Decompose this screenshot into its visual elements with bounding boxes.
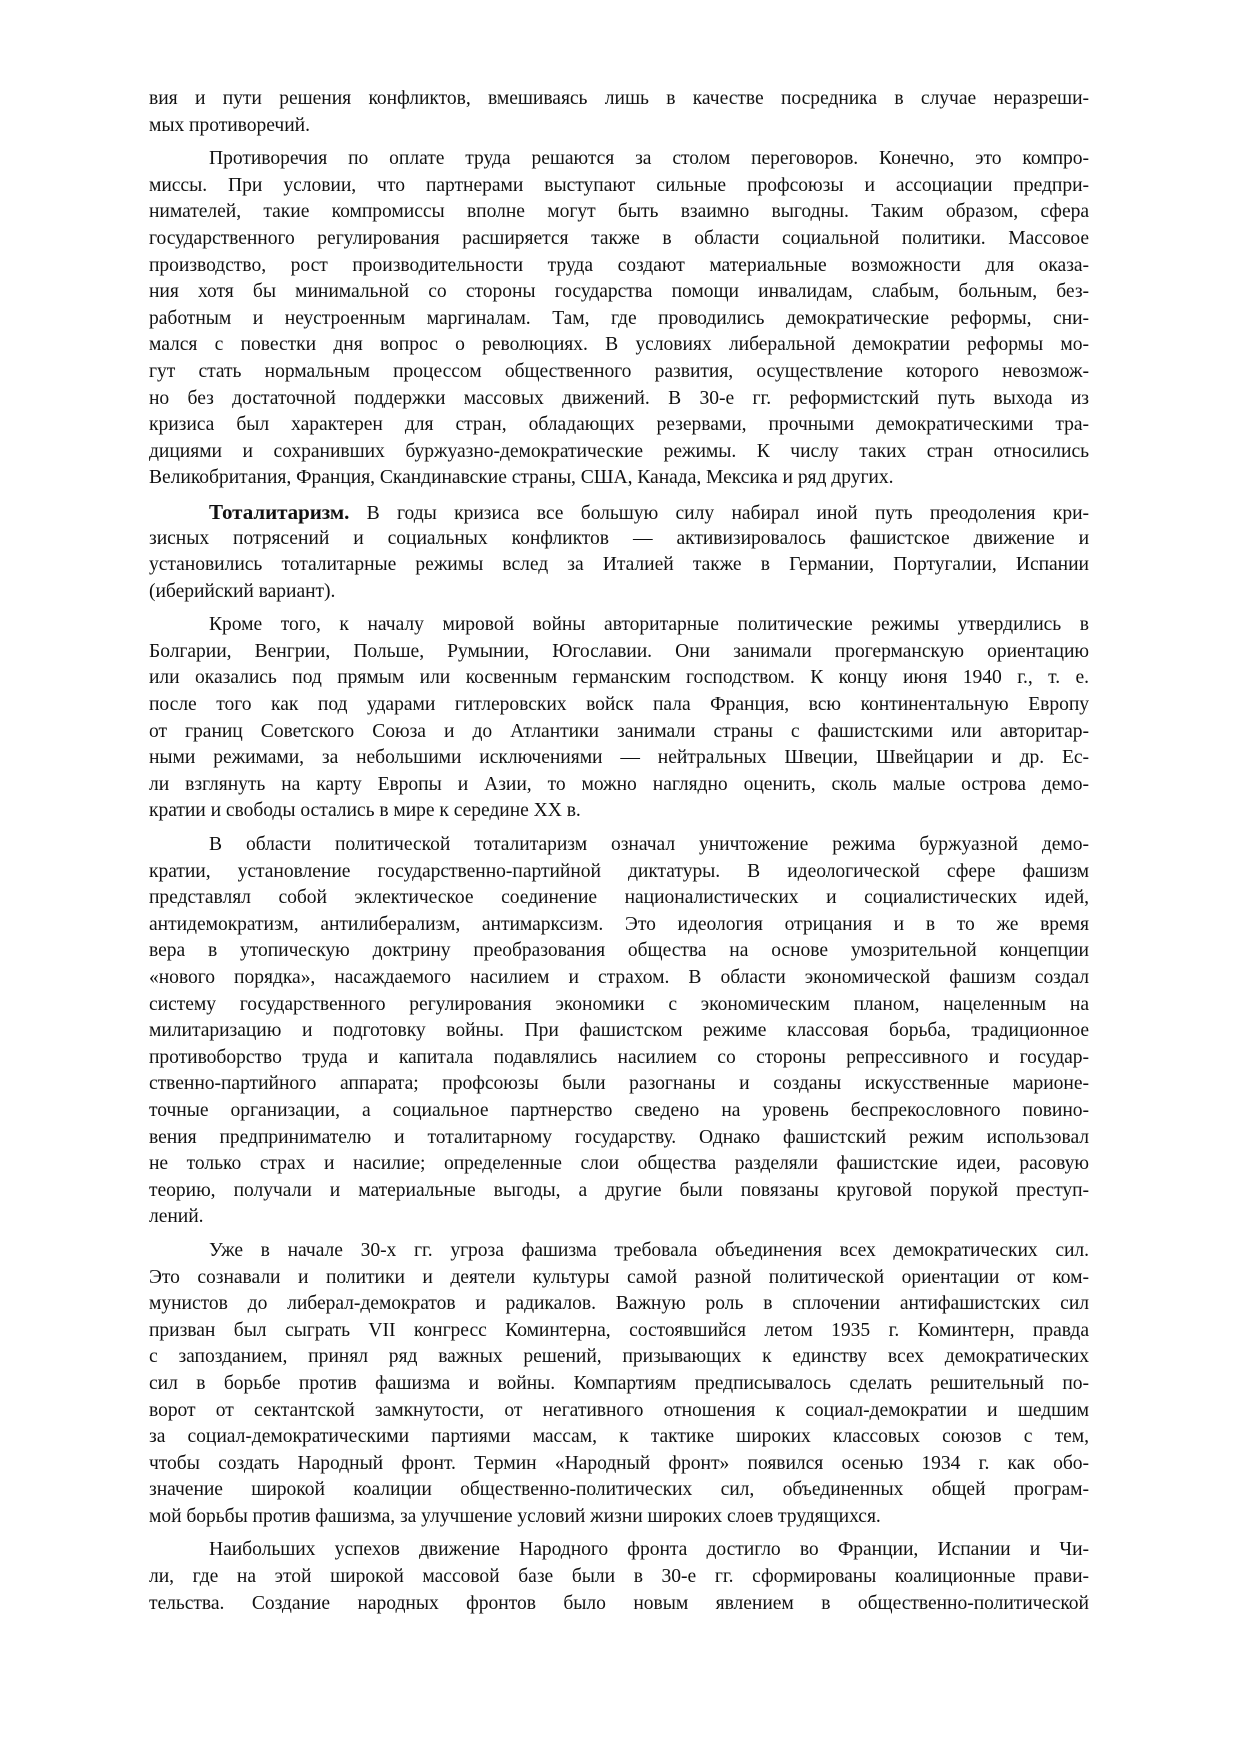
text-line: работным и неустроенным маргиналам. Там, где проводились демократические реформы, сни- <box>149 307 1089 329</box>
text-line: мой борьбы против фашизма, за улучшение условий жизни широких слоев трудящихся. <box>149 1505 881 1527</box>
text-line: установились тоталитарные режимы вслед за Италией также в Германии, Португалии, Испании <box>149 554 1089 576</box>
text-line: производство, рост производительности труда создают материальные возможности для оказа- <box>149 254 1089 276</box>
text-line: вия и пути решения конфликтов, вмешиваясь лишь в качестве посредника в случае неразреши- <box>149 88 1089 109</box>
text-line: призван был сыграть VII конгресс Коминтерна, состоявшийся летом 1935 г. Коминтерн, правда <box>149 1319 1089 1341</box>
text-line: дициями и сохранивших буржуазно-демократические режимы. К числу таких стран относились <box>149 440 1089 462</box>
text-line: В области политической тоталитаризм означал уничтожение режима буржуазной демо- <box>209 834 1089 856</box>
text-line: противоборство труда и капитала подавлялись насилием со стороны репрессивного и государ- <box>149 1046 1089 1068</box>
text-line: систему государственного регулирования экономики с экономическим планом, нацеленным на <box>149 993 1089 1015</box>
text-line: не только страх и насилие; определенные слои общества разделяли фашистские идеи, расовую <box>149 1153 1089 1175</box>
text-line: кризиса был характерен для стран, обладающих резервами, прочными демократическими тра- <box>149 414 1089 436</box>
text-line: «нового порядка», насаждаемого насилием и страхом. В области экономической фашизм создал <box>149 967 1089 988</box>
text-line: мых противоречий. <box>149 114 310 136</box>
text-line: ли взглянуть на карту Европы и Азии, то можно наглядно оценить, сколь малые острова демо- <box>149 773 1089 795</box>
text-line: тельства. Создание народных фронтов было новым явлением в общественно-политической <box>149 1592 1089 1614</box>
section-heading: Тоталитаризм. <box>209 499 350 524</box>
text-line: от границ Советского Союза и до Атлантики занимали страны с фашистскими или авторитар- <box>149 720 1089 742</box>
text-line: теорию, получали и материальные выгоды, а другие были повязаны круговой порукой преступ- <box>149 1179 1089 1201</box>
text-line: Это сознавали и политики и деятели культуры самой разной политической ориентации от ком- <box>149 1266 1089 1288</box>
text-line: мался с повестки дня вопрос о революциях. В условиях либеральной демократии реформы мо- <box>149 334 1089 356</box>
paragraph <box>149 499 1089 605</box>
text-line: за социал-демократическими партиями массам, к тактике широких классовых союзов с тем, <box>149 1426 1089 1448</box>
text-line: мунистов до либерал-демократов и радикалов. Важную роль в сплочении антифашистских сил <box>149 1293 1089 1315</box>
text-line: или оказались под прямым или косвенным германским господством. К концу июня 1940 г., т. е. <box>149 667 1089 689</box>
text-line: ния хотя бы минимальной со стороны государства помощи инвалидам, слабым, больным, без- <box>149 281 1089 303</box>
text-line: нимателей, такие компромиссы вполне могут быть взаимно выгодны. Таким образом, сфера <box>149 201 1089 223</box>
text-line: лений. <box>149 1206 204 1228</box>
paragraph <box>149 1238 1089 1531</box>
text-line <box>149 499 1089 526</box>
text-line: ворот от сектантской замкнутости, от негативного отношения к социал-демократии и шедшим <box>149 1399 1089 1421</box>
text-line: Болгарии, Венгрии, Польше, Румынии, Югославии. Они занимали прогерманскую ориентацию <box>149 640 1089 662</box>
text-line: значение широкой коалиции общественно-политических сил, объединенных общей програм- <box>149 1479 1089 1501</box>
text-line: вера в утопическую доктрину преобразования общества на основе умозрительной концепции <box>149 940 1089 962</box>
text-line: представлял собой эклектическое соединение националистических и социалистических идей, <box>149 887 1089 909</box>
text-line: Великобритания, Франция, Скандинавские страны, США, Канада, Мексика и ряд других. <box>149 467 894 489</box>
text-line: с запозданием, принял ряд важных решений, призывающих к единству всех демократических <box>149 1346 1089 1368</box>
document-page <box>149 86 1089 1624</box>
text-line: вения предпринимателю и тоталитарному государству. Однако фашистский режим использовал <box>149 1126 1089 1148</box>
text-line: Кроме того, к началу мировой войны авторитарные политические режимы утвердились в <box>209 614 1089 636</box>
text-line: миссы. При условии, что партнерами выступают сильные профсоюзы и ассоциации предпри- <box>149 174 1089 196</box>
text-line: Противоречия по оплате труда решаются за столом переговоров. Конечно, это компро- <box>209 148 1089 170</box>
text-line: кратии, установление государственно-партийной диктатуры. В идеологической сфере фашизм <box>149 860 1089 882</box>
text-line-rest: В годы кризиса все большую силу набирал иной путь преодоления кри- <box>349 502 1089 524</box>
paragraph <box>149 146 1089 492</box>
text-line: Уже в начале 30-х гг. угроза фашизма требовала объединения всех демократических сил. <box>209 1239 1089 1261</box>
text-line: зисных потрясений и социальных конфликтов — активизировалось фашистское движение и <box>149 527 1089 549</box>
text-line: милитаризацию и подготовку войны. При фашистском режиме классовая борьба, традиционное <box>149 1020 1089 1042</box>
text-line: чтобы создать Народный фронт. Термин «Народный фронт» появился осенью 1934 г. как обо- <box>149 1452 1089 1474</box>
text-line: Наибольших успехов движение Народного фронта достигло во Франции, Испании и Чи- <box>209 1539 1089 1561</box>
text-line: сил в борьбе против фашизма и войны. Компартиям предписывалось сделать решительный по- <box>149 1372 1089 1394</box>
paragraph <box>149 612 1089 825</box>
text-line: (иберийский вариант). <box>149 580 336 602</box>
text-line: ли, где на этой широкой массовой базе были в 30-е гг. сформированы коалиционные прави- <box>149 1566 1089 1588</box>
text-line: ными режимами, за небольшими исключениями — нейтральных Швеции, Швейцарии и др. Ес- <box>149 747 1089 769</box>
text-line: государственного регулирования расширяется также в области социальной политики. Массовое <box>149 227 1089 249</box>
text-line: точные организации, а социальное партнерство сведено на уровень беспрекословного повино- <box>149 1099 1089 1121</box>
paragraph <box>149 832 1089 1231</box>
text-line: но без достаточной поддержки массовых движений. В 30-е гг. реформистский путь выхода из <box>149 387 1089 409</box>
paragraph <box>149 86 1089 139</box>
text-line: кратии и свободы остались в мире к середине XX в. <box>149 800 581 822</box>
paragraph <box>149 1537 1089 1617</box>
text-line: ственно-партийного аппарата; профсоюзы были разогнаны и созданы искусственные марионе- <box>149 1073 1089 1095</box>
text-line: антидемократизм, антилиберализм, антимарксизм. Это идеология отрицания и в то же время <box>149 913 1089 935</box>
text-line: гут стать нормальным процессом общественного развития, осуществление которого невозмож- <box>149 360 1089 382</box>
text-line: после того как под ударами гитлеровских войск пала Франция, всю континентальную Европу <box>149 694 1089 716</box>
